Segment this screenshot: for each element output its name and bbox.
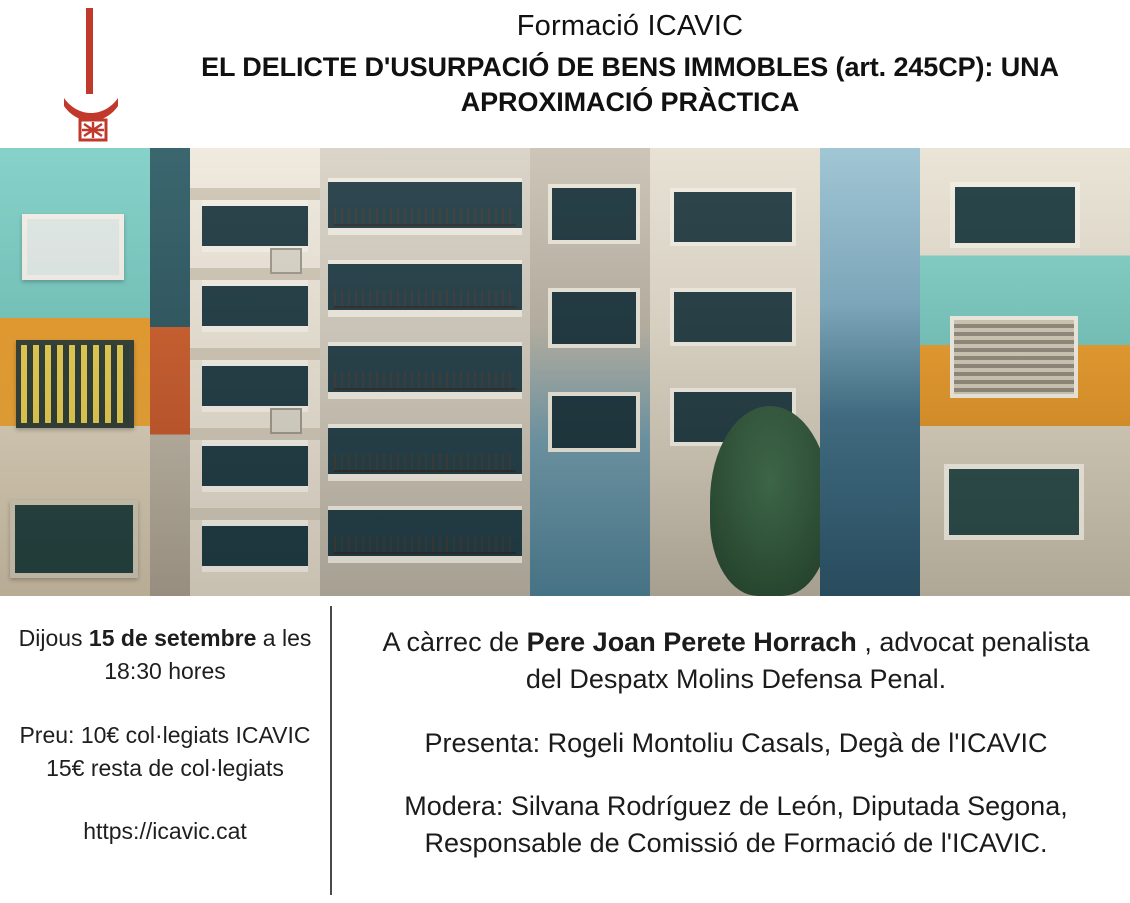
date-suffix: a les 18:30 hores [104, 625, 312, 685]
price-line-2: 15€ resta de col·legiats [46, 755, 284, 782]
date-bold: 15 de setembre [88, 625, 257, 651]
date-block [14, 622, 316, 689]
price-line-1: Preu: 10€ col·legiats ICAVIC [19, 721, 311, 748]
speaker-name: Pere Joan Perete Horrach [526, 627, 857, 657]
facade-cream-tower [190, 148, 320, 596]
poster-header [0, 0, 1130, 148]
org-line: Formació ICAVIC [516, 10, 744, 42]
icavic-logo [58, 6, 128, 142]
presenter-paragraph: Presenta: Rogeli Montoliu Casals, Degà de l'ICAVIC [424, 727, 1048, 758]
facade-with-tree [650, 148, 820, 596]
speakers-column [330, 614, 1130, 903]
facade-teal-orange-left [0, 148, 190, 596]
photo-composition [0, 148, 1130, 596]
vertical-divider [330, 606, 332, 895]
building-photo [0, 148, 1130, 596]
page-title: EL DELICTE D'USURPACIÓ DE BENS IMMOBLES (art. 245CP): UNA APROXIMACIÓ PRÀCTICA [201, 52, 1059, 118]
facade-teal-orange-right [920, 148, 1130, 596]
poster-footer [0, 596, 1130, 903]
header-text-group [140, 8, 1120, 120]
facade-blue-sky-block [820, 148, 920, 596]
event-details-column [0, 614, 330, 903]
moderator-paragraph: Modera: Silvana Rodríguez de León, Diputada Segona, Responsable de Comissió de Formació de l'ICAVIC. [404, 790, 1068, 858]
facade-narrow-gap [530, 148, 650, 596]
price-block [14, 719, 316, 786]
speaker-suffix: , advocat penalista del Despatx Molins Defensa Penal. [525, 627, 1090, 695]
date-prefix: Dijous [18, 625, 83, 651]
speaker-paragraph [364, 624, 1108, 699]
speaker-prefix: A càrrec de [382, 627, 520, 657]
website-link[interactable] [14, 815, 316, 848]
website-text[interactable]: https://icavic.cat [83, 818, 247, 845]
facade-grey-balconies [320, 148, 530, 596]
